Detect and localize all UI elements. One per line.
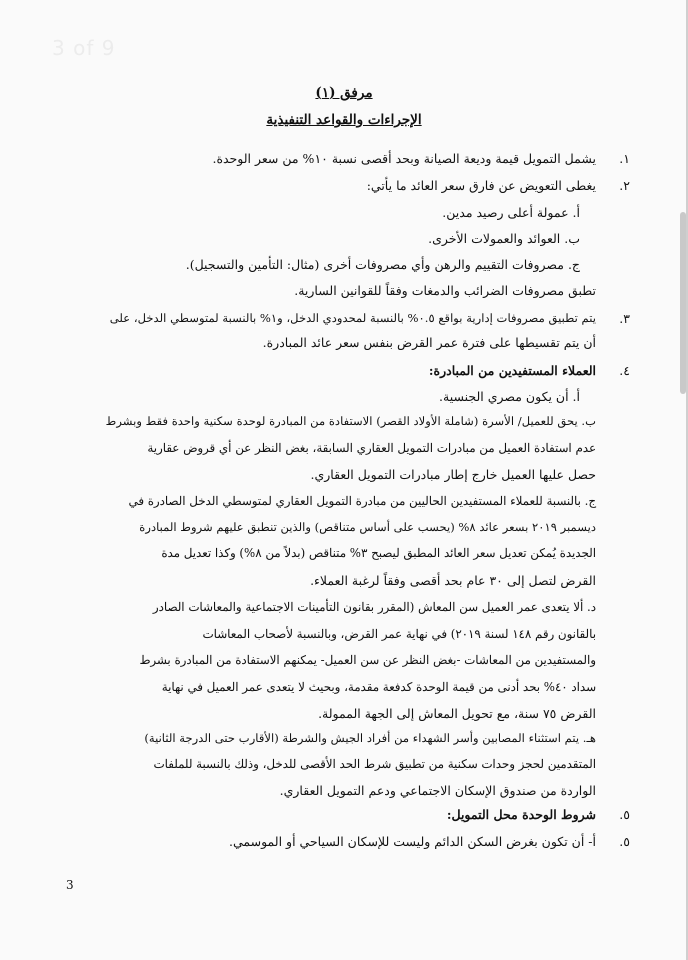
text-line: أ. أن يكون مصري الجنسية. — [439, 389, 580, 404]
text-line: بالقانون رقم ١٤٨ لسنة ٢٠١٩) في نهاية عمر القرض، وبالنسبة لأصحاب المعاشات — [202, 627, 596, 641]
item-number-2: ٢. — [619, 178, 630, 193]
text-line: أ- أن تكون بغرض السكن الدائم وليست للإسكان السياحي أو الموسمي. — [229, 834, 596, 849]
text-line: والمستفيدين من المعاشات -بغض النظر عن سن العميل- يمكنهم الاستفادة من المبادرة بشرط — [139, 653, 596, 667]
text-line: هـ. يتم استثناء المصابين وأسر الشهداء من أفراد الجيش والشرطة (الأقارب حتى الدرجة الثانية) — [144, 731, 596, 745]
item-number-5b: ٥. — [619, 834, 630, 849]
text-line: حصل عليها العميل خارج إطار مبادرات التمويل العقاري. — [310, 467, 596, 482]
text-line: القرض لتصل إلى ٣٠ عام بحد أقصى وفقاً لرغبة العملاء. — [310, 573, 596, 588]
text-line: أ. عمولة أعلى رصيد مدين. — [442, 205, 580, 220]
text-line: الجديدة يُمكن تعديل سعر العائد المطبق ليصبح ٣% متناقص (بدلاً من ٨%) وكذا تعديل مدة — [161, 546, 596, 560]
item-number-1: ١. — [619, 151, 630, 166]
section-heading: العملاء المستفيدين من المبادرة: — [428, 363, 596, 378]
text-line: ديسمبر ٢٠١٩ بسعر عائد ٨% (يحسب على أساس متناقص) والذين تنطبق عليهم شروط المبادرة — [139, 520, 596, 534]
page-counter: 3 of 9 — [52, 36, 116, 60]
document-title: مرفق (١) — [315, 85, 373, 101]
scrollbar[interactable] — [680, 212, 686, 394]
item-number-4: ٤. — [619, 363, 630, 378]
text-line: ب. العوائد والعمولات الأخرى. — [428, 231, 580, 246]
text-line: ج. مصروفات التقييم والرهن وأي مصروفات أخرى (مثال: التأمين والتسجيل). — [185, 257, 580, 272]
text-line: القرض ٧٥ سنة، مع تحويل المعاش إلى الجهة الممولة. — [318, 706, 596, 721]
text-line: الواردة من صندوق الإسكان الاجتماعي ودعم التمويل العقاري. — [279, 783, 596, 798]
text-line: يتم تطبيق مصروفات إدارية بواقع ٠.٥% بالنسبة لمحدودي الدخل، و١% بالنسبة لمتوسطي الدخل، على — [109, 311, 596, 325]
text-line: المتقدمين لحجز وحدات سكنية من تطبيق شرط الحد الأقصى للدخل، وذلك بالنسبة للملفات — [153, 757, 596, 771]
text-line: يغطى التعويض عن فارق سعر العائد ما يأتي: — [366, 178, 596, 193]
item-number-5: ٥. — [619, 807, 630, 822]
text-line: د. ألا يتعدى عمر العميل سن المعاش (المقرر بقانون التأمينات الاجتماعية والمعاشات الصادر — [152, 600, 596, 614]
text-line: ب. يحق للعميل/ الأسرة (شاملة الأولاد القصر) الاستفادة من المبادرة لوحدة سكنية واحدة فقط وبشرط — [105, 414, 596, 428]
item-number-3: ٣. — [619, 311, 630, 326]
document-subtitle: الإجراءات والقواعد التنفيذية — [266, 112, 422, 128]
text-line: ج. بالنسبة للعملاء المستفيدين الحاليين من مبادرة التمويل العقاري لمتوسطي الدخل الصادرة في — [128, 494, 596, 508]
text-line: تطبق مصروفات الضرائب والدمغات وفقاً للقوانين السارية. — [294, 283, 596, 298]
text-line: أن يتم تقسيطها على فترة عمر القرض بنفس سعر عائد المبادرة. — [262, 335, 596, 350]
text-line: سداد ٤٠% بحد أدنى من قيمة الوحدة كدفعة مقدمة، وبحيث لا يتعدى عمر العميل في نهاية — [161, 680, 596, 694]
page-number: 3 — [66, 878, 74, 892]
section-heading: شروط الوحدة محل التمويل: — [446, 807, 596, 822]
text-line: يشمل التمويل قيمة وديعة الصيانة وبحد أقصى نسبة ١٠% من سعر الوحدة. — [212, 151, 596, 166]
text-line: عدم استفادة العميل من مبادرات التمويل العقاري السابقة، بغض النظر عن أي قروض عقارية — [147, 441, 596, 455]
